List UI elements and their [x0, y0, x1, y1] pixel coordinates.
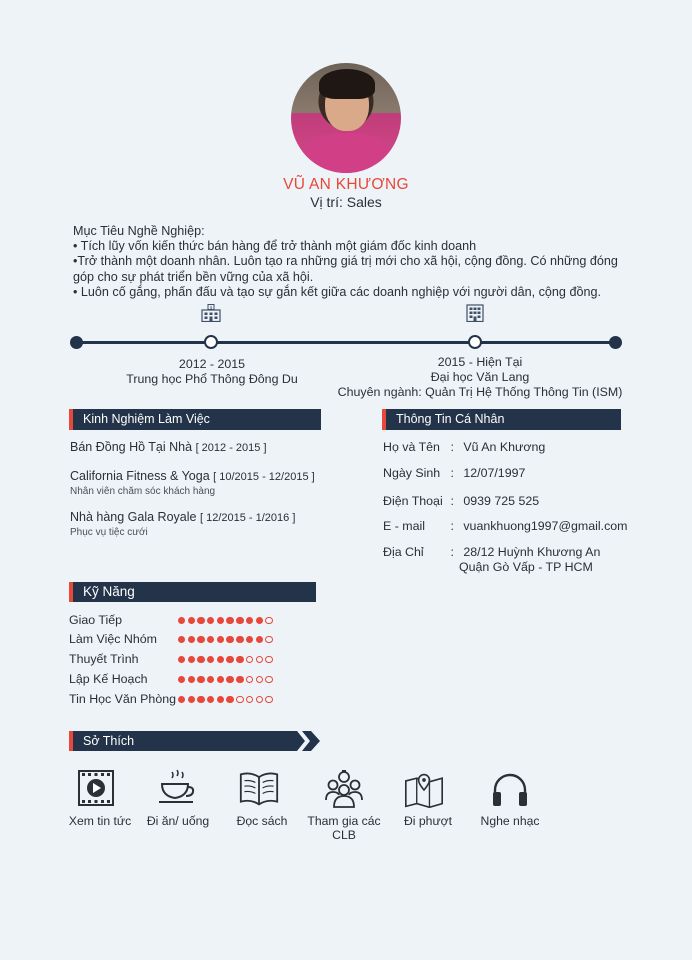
objective-line: góp cho sự phát triển bền vững của xã hội. — [73, 269, 314, 284]
timeline-node — [468, 335, 482, 349]
rating-dot-filled — [178, 676, 185, 683]
job-entry — [70, 440, 267, 454]
rating-dot-empty — [265, 617, 272, 624]
rating-dot-filled — [217, 656, 224, 663]
rating-dot-empty — [265, 696, 272, 703]
rating-dot-filled — [217, 636, 224, 643]
office-building-icon — [465, 304, 485, 322]
svg-text:$: $ — [209, 305, 213, 311]
timeline-node — [204, 335, 218, 349]
rating-dot-filled — [246, 617, 253, 624]
info-label: Địa Chỉ — [383, 545, 424, 559]
skill-rating — [178, 676, 273, 683]
skill-name: Lập Kế Hoạch — [69, 672, 148, 686]
rating-dot-filled — [188, 617, 195, 624]
timeline-line — [76, 341, 616, 344]
info-separator: : — [450, 466, 454, 480]
rating-dot-filled — [207, 696, 214, 703]
skill-name: Giao Tiếp — [69, 613, 123, 627]
profile-photo — [291, 63, 401, 173]
info-row-phone — [383, 494, 539, 508]
rating-dot-filled — [197, 636, 204, 643]
rating-dot-filled — [256, 617, 263, 624]
rating-dot-filled — [246, 636, 253, 643]
rating-dot-filled — [197, 617, 204, 624]
rating-dot-filled — [226, 617, 233, 624]
job-company: Bán Đồng Hồ Tại Nhà — [70, 440, 193, 454]
info-separator: : — [450, 519, 454, 533]
video-film-icon — [76, 768, 116, 808]
rating-dot-filled — [236, 617, 243, 624]
job-entry — [70, 510, 295, 524]
hobby-label: Nghe nhạc — [480, 814, 540, 828]
personal-info-section-header: Thông Tin Cá Nhân — [382, 409, 621, 430]
rating-dot-filled — [207, 636, 214, 643]
rating-dot-empty — [236, 696, 243, 703]
rating-dot-filled — [207, 617, 214, 624]
education-period: 2015 - Hiện Tại — [437, 355, 523, 369]
coffee-cup-icon — [157, 768, 197, 808]
skill-name: Tin Học Văn Phòng — [69, 692, 176, 706]
rating-dot-filled — [178, 617, 185, 624]
group-people-icon — [324, 768, 364, 808]
skill-rating — [178, 656, 273, 663]
hobby-label: Đi phượt — [404, 814, 452, 828]
info-label: E - mail — [383, 519, 425, 533]
info-value: 12/07/1997 — [463, 466, 526, 480]
career-objective — [73, 224, 633, 300]
info-row-address — [383, 545, 600, 559]
skill-name: Làm Việc Nhóm — [69, 632, 157, 646]
job-company: California Fitness & Yoga — [70, 469, 210, 483]
info-separator: : — [450, 494, 454, 508]
info-label: Ngày Sinh — [383, 466, 441, 480]
rating-dot-empty — [256, 656, 263, 663]
info-separator: : — [450, 440, 454, 454]
skill-rating — [178, 696, 273, 703]
education-entry — [92, 357, 332, 387]
info-separator: : — [450, 545, 454, 559]
job-role: Phục vụ tiệc cưới — [70, 527, 148, 538]
candidate-role: Vị trí: Sales — [310, 194, 382, 210]
hobby-label: Đi ăn/ uống — [146, 814, 210, 828]
candidate-name: VŨ AN KHƯƠNG — [283, 176, 409, 193]
skill-rating — [178, 636, 273, 643]
timeline-end-dot — [609, 336, 622, 349]
rating-dot-filled — [188, 656, 195, 663]
rating-dot-filled — [217, 617, 224, 624]
job-dates: [ 2012 - 2015 ] — [195, 442, 267, 454]
skill-rating — [178, 617, 273, 624]
rating-dot-empty — [246, 656, 253, 663]
experience-section-header: Kinh Nghiệm Làm Việc — [69, 409, 321, 430]
info-row-birthday — [383, 466, 525, 480]
skills-section-header: Kỹ Năng — [69, 582, 316, 602]
rating-dot-filled — [188, 636, 195, 643]
job-dates: [ 10/2015 - 12/2015 ] — [213, 471, 315, 483]
education-school: Đại học Văn Lang — [430, 370, 530, 384]
hobby-label: Đọc sách — [236, 814, 288, 828]
rating-dot-filled — [256, 636, 263, 643]
rating-dot-empty — [246, 676, 253, 683]
rating-dot-filled — [197, 696, 204, 703]
rating-dot-filled — [226, 676, 233, 683]
rating-dot-empty — [265, 656, 272, 663]
rating-dot-filled — [217, 696, 224, 703]
hobbies-section-title: Sở Thích — [83, 734, 135, 748]
headphones-icon — [490, 770, 530, 810]
rating-dot-filled — [188, 696, 195, 703]
rating-dot-filled — [188, 676, 195, 683]
rating-dot-filled — [207, 656, 214, 663]
hobby-label: Xem tin tức — [68, 814, 132, 828]
rating-dot-empty — [265, 676, 272, 683]
rating-dot-filled — [178, 696, 185, 703]
rating-dot-filled — [178, 656, 185, 663]
hobby-label: Tham gia các CLB — [307, 814, 381, 842]
rating-dot-filled — [236, 676, 243, 683]
info-value: 28/12 Huỳnh Khương An — [463, 545, 601, 559]
info-label: Họ và Tên — [383, 440, 440, 454]
job-dates: [ 12/2015 - 1/2016 ] — [199, 512, 296, 524]
school-building-icon — [201, 304, 221, 322]
rating-dot-filled — [226, 656, 233, 663]
objective-heading: Mục Tiêu Nghề Nghiệp: — [73, 224, 205, 238]
map-pin-icon — [404, 770, 444, 810]
rating-dot-filled — [226, 696, 233, 703]
skill-name: Thuyết Trình — [69, 652, 139, 666]
rating-dot-filled — [178, 636, 185, 643]
info-row-email — [383, 519, 627, 533]
education-school: Trung học Phổ Thông Đông Du — [126, 372, 298, 386]
open-book-icon — [239, 768, 279, 808]
objective-line: • Luôn cố gắng, phấn đấu và tạo sự gắn kết giữa các doanh nghiệp với người dân, cộng đồng. — [73, 284, 601, 299]
rating-dot-empty — [246, 696, 253, 703]
rating-dot-empty — [265, 636, 272, 643]
rating-dot-filled — [197, 656, 204, 663]
info-value: vuankhuong1997@gmail.com — [463, 519, 628, 533]
rating-dot-empty — [256, 696, 263, 703]
education-entry — [330, 355, 630, 400]
timeline-start-dot — [70, 336, 83, 349]
info-value: Vũ An Khương — [463, 440, 546, 454]
info-value: 0939 725 525 — [463, 494, 540, 508]
info-row-name — [383, 440, 545, 454]
objective-line: •Trở thành một doanh nhân. Luôn tạo ra những giá trị mới cho xã hội, cộng đồng. Có những đóng — [73, 254, 618, 269]
job-company: Nhà hàng Gala Royale — [70, 510, 197, 524]
education-period: 2012 - 2015 — [178, 357, 246, 371]
job-role: Nhân viên chăm sóc khách hàng — [70, 486, 216, 497]
objective-line: • Tích lũy vốn kiến thức bán hàng để trở thành một giám đốc kinh doanh — [73, 239, 477, 254]
job-entry — [70, 469, 315, 483]
education-major: Chuyên ngành: Quản Trị Hệ Thống Thông Tin (ISM) — [337, 385, 623, 399]
rating-dot-filled — [197, 676, 204, 683]
info-label: Điện Thoại — [383, 494, 443, 508]
rating-dot-filled — [236, 656, 243, 663]
info-value-line2: Quận Gò Vấp - TP HCM — [459, 560, 593, 574]
rating-dot-filled — [226, 636, 233, 643]
rating-dot-filled — [236, 636, 243, 643]
rating-dot-empty — [256, 676, 263, 683]
rating-dot-filled — [207, 676, 214, 683]
rating-dot-filled — [217, 676, 224, 683]
